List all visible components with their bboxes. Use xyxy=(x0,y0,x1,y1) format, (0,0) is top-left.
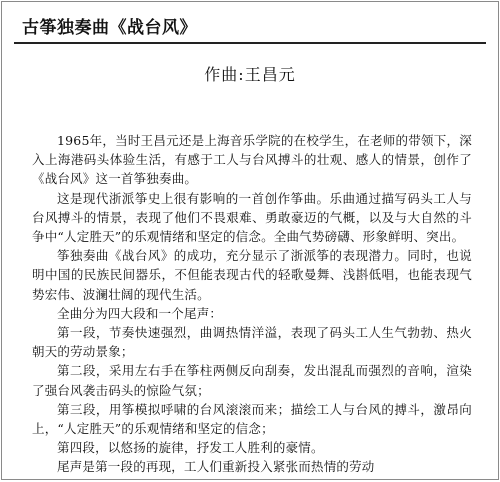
paragraph-intro: 1965年，当时王昌元还是上海音乐学院的在校学生，在老师的带领下，深入上海港码头体验生活，有感于工人与台风搏斗的壮观、感人的情景，创作了《战台风》这一首筝独奏曲。 xyxy=(32,133,472,187)
paragraph-section-3: 第三段，用筝模拟呼啸的台风滚滚而来；描绘工人与台风的搏斗，激昂向上，“人定胜天”的乐观情绪和坚定的信念； xyxy=(32,401,472,437)
composer-line: 作曲:王昌元 xyxy=(204,65,296,84)
paragraph-section-4: 第四段，以悠扬的旋律，抒发工人胜利的豪情。 xyxy=(57,440,324,456)
paragraph-coda: 尾声是第一段的再现，工人们重新投入紧张而热情的劳动 xyxy=(57,459,375,475)
paragraph-section-2: 第二段，采用左右手在筝柱两侧反向刮奏，发出混乱而强烈的音响，渲染了强台风袭击码头的惊险气氛； xyxy=(32,363,472,398)
document-page xyxy=(1,1,499,480)
paragraph-significance: 筝独奏曲《战台风》的成功，充分显示了浙派筝的表现潜力。同时，也说明中国的民族民间器乐，不但能表现古代的轻歌曼舞、浅斟低唱，也能表现气势宏伟、波澜壮阔的现代生活。 xyxy=(32,248,472,302)
paragraph-structure: 全曲分为四大段和一个尾声： xyxy=(57,305,223,321)
paragraph-description: 这是现代浙派筝史上很有影响的一首创作筝曲。乐曲通过描写码头工人与台风搏斗的情景，表现了他们不畏艰难、勇敢豪迈的气概，以及与大自然的斗争中“人定胜天”的乐观情绪和坚定的信念。全曲气势磅礴、形象鲜明、突出。 xyxy=(32,190,472,245)
article-body xyxy=(32,131,472,477)
paragraph-section-1: 第一段，节奏快速强烈，曲调热情洋溢，表现了码头工人生气勃勃、热火朝天的劳动景象； xyxy=(32,325,472,360)
heading-divider xyxy=(14,42,486,44)
document-heading: 古筝独奏曲《战台风》 xyxy=(22,18,197,38)
